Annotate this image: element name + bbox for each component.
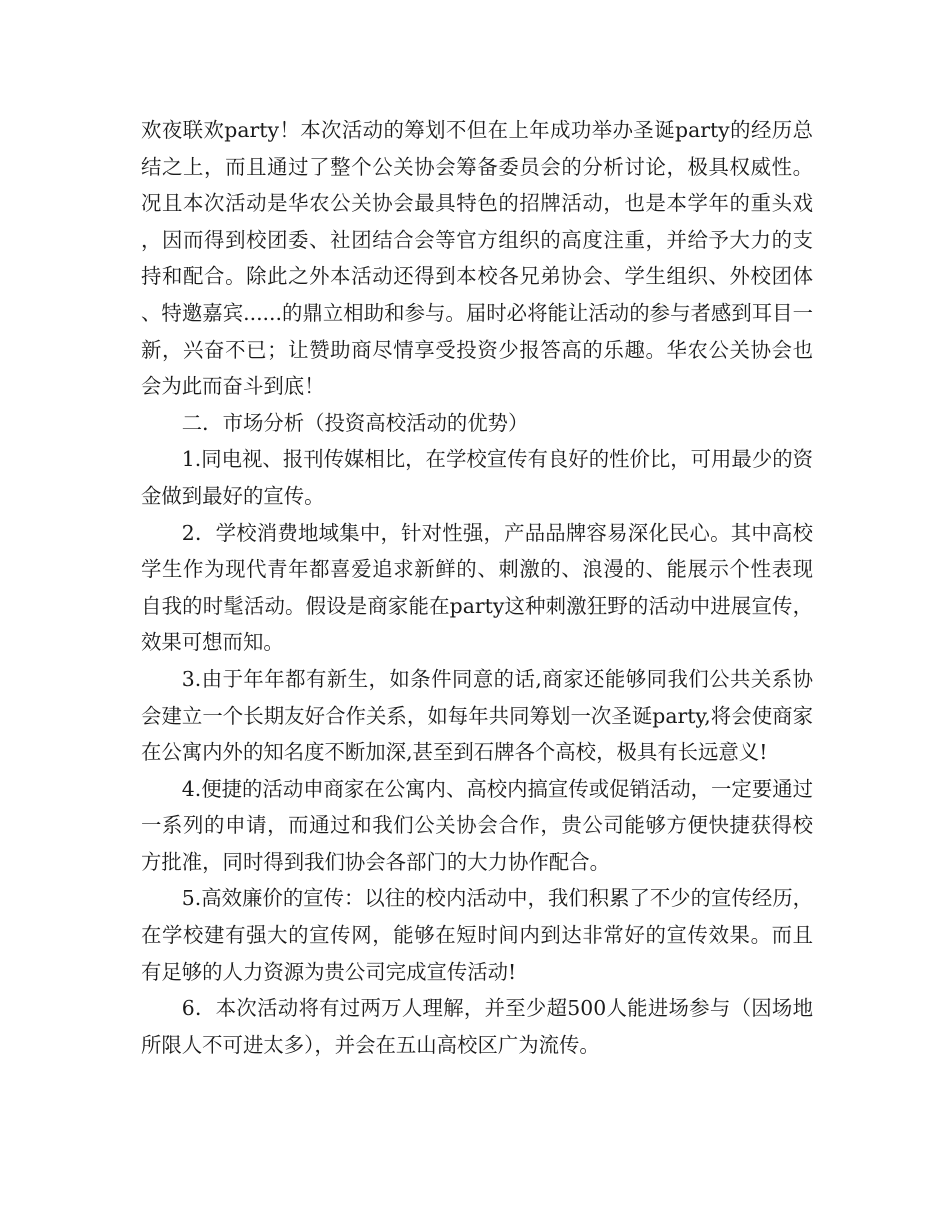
list-item-3: 3.由于年年都有新生，如条件同意的话,商家还能够同我们公共关系协会建立一个长期友好合作关系，如每年共同筹划一次圣诞party,将会使商家在公寓内外的知名度不断加深,甚至到石牌各个高校，极具有长远意义! xyxy=(141,666,813,765)
list-item-6: 6．本次活动将有过两万人理解，并至少超500人能进场参与（因场地所限人不可进太多），并会在五山高校区广为流传。 xyxy=(141,996,813,1057)
paragraph-intro-continuation: 欢夜联欢party！本次活动的筹划不但在上年成功举办圣诞party的经历总结之上，而且通过了整个公关协会筹备委员会的分析讨论，极具权威性。况且本次活动是华农公关协会最具特色的招牌活动，也是本学年的重头戏，因而得到校团委、社团结合会等官方组织的高度注重，并给予大力的支持和配合。除此之外本活动还得到本校各兄弟协会、学生组织、外校团体、特邀嘉宾......的鼎立相助和参与。届时必将能让活动的参与者感到耳目一新，兴奋不已；让赞助商尽情享受投资少报答高的乐趣。华农公关协会也会为此而奋斗到底！ xyxy=(141,118,813,399)
list-item-1: 1.同电视、报刊传媒相比，在学校宣传有良好的性价比，可用最少的资金做到最好的宣传。 xyxy=(141,447,813,508)
list-item-4: 4.便捷的活动申商家在公寓内、高校内搞宣传或促销活动，一定要通过一系列的申请，而通过和我们公关协会合作，贵公司能够方便快捷获得校方批准，同时得到我们协会各部门的大力协作配合。 xyxy=(141,776,813,874)
section-heading-market-analysis: 二．市场分析（投资高校活动的优势） xyxy=(181,410,529,435)
document-body xyxy=(141,112,813,1063)
list-item-5: 5.高效廉价的宣传：以往的校内活动中，我们积累了不少的宣传经历，在学校建有强大的宣传网，能够在短时间内到达非常好的宣传效果。而且有足够的人力资源为贵公司完成宣传活动! xyxy=(141,886,813,984)
list-item-2: 2．学校消费地域集中，针对性强，产品品牌容易深化民心。其中高校学生作为现代青年都喜爱追求新鲜的、刺激的、浪漫的、能展示个性表现自我的时髦活动。假设是商家能在party这种刺激狂野的活动中进展宣传，效果可想而知。 xyxy=(141,520,813,655)
